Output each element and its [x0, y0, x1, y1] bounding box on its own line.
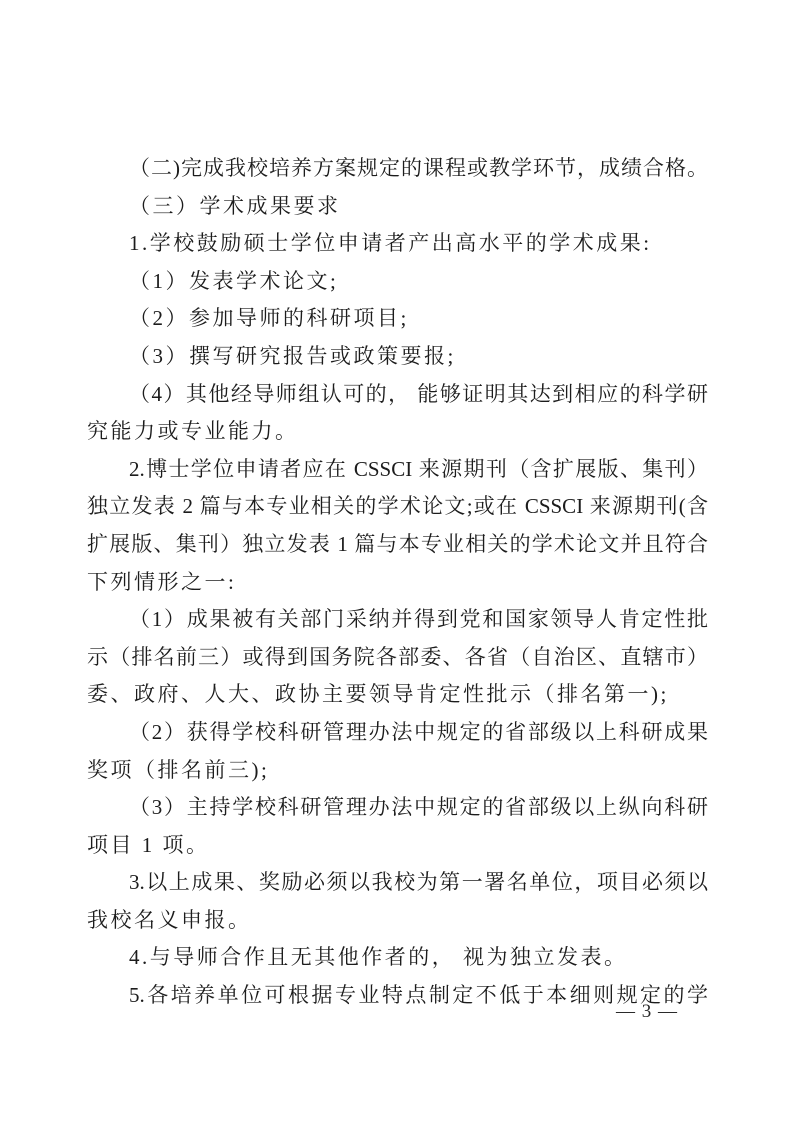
- text-line: 项目 1 项。: [87, 832, 210, 857]
- text-line: 扩展版、集刊）独立发表 1 篇与本专业相关的学术论文并且符合: [87, 531, 708, 556]
- text-line: 3.以上成果、奖励必须以我校为第一署名单位，项目必须以: [129, 870, 708, 895]
- text-line: 独立发表 2 篇与本专业相关的学术论文;或在 CSSCI 来源期刊(含: [87, 494, 708, 519]
- text-line: （2）参加导师的科研项目;: [129, 306, 409, 331]
- text-line: （3）撰写研究报告或政策要报;: [129, 343, 456, 368]
- text-line: 下列情形之一:: [87, 569, 237, 594]
- text-line: 4.与导师合作且无其他作者的， 视为独立发表。: [129, 945, 628, 970]
- text-line: （1）发表学术论文;: [129, 268, 339, 293]
- text-line: （4）其他经导师组认可的， 能够证明其达到相应的科学研: [129, 381, 708, 406]
- text-line: 示（排名前三）或得到国务院各部委、各省（自治区、直辖市）: [87, 644, 708, 669]
- text-line: 2.博士学位申请者应在 CSSCI 来源期刊（含扩展版、集刊）: [129, 456, 708, 481]
- page-number: — 3 —: [616, 1001, 678, 1022]
- text-line: （3）主持学校科研管理办法中规定的省部级以上纵向科研: [129, 795, 708, 820]
- text-line: （1）成果被有关部门采纳并得到党和国家领导人肯定性批: [129, 607, 708, 632]
- text-line: 奖项（排名前三);: [87, 757, 270, 782]
- text-line: （2）获得学校科研管理办法中规定的省部级以上科研成果: [129, 719, 708, 744]
- text-line: 1.学校鼓励硕士学位申请者产出高水平的学术成果:: [129, 231, 652, 256]
- text-line: 委、政府、人大、政协主要领导肯定性批示（排名第一);: [87, 682, 669, 707]
- text-line: 5.各培养单位可根据专业特点制定不低于本细则规定的学: [129, 983, 708, 1008]
- text-line: （二)完成我校培养方案规定的课程或教学环节，成绩合格。: [129, 156, 708, 180]
- text-line: 究能力或专业能力。: [87, 419, 299, 444]
- text-line: 我校名义申报。: [87, 907, 252, 932]
- text-block: [87, 150, 708, 1015]
- text-line: （三）学术成果要求: [129, 193, 341, 218]
